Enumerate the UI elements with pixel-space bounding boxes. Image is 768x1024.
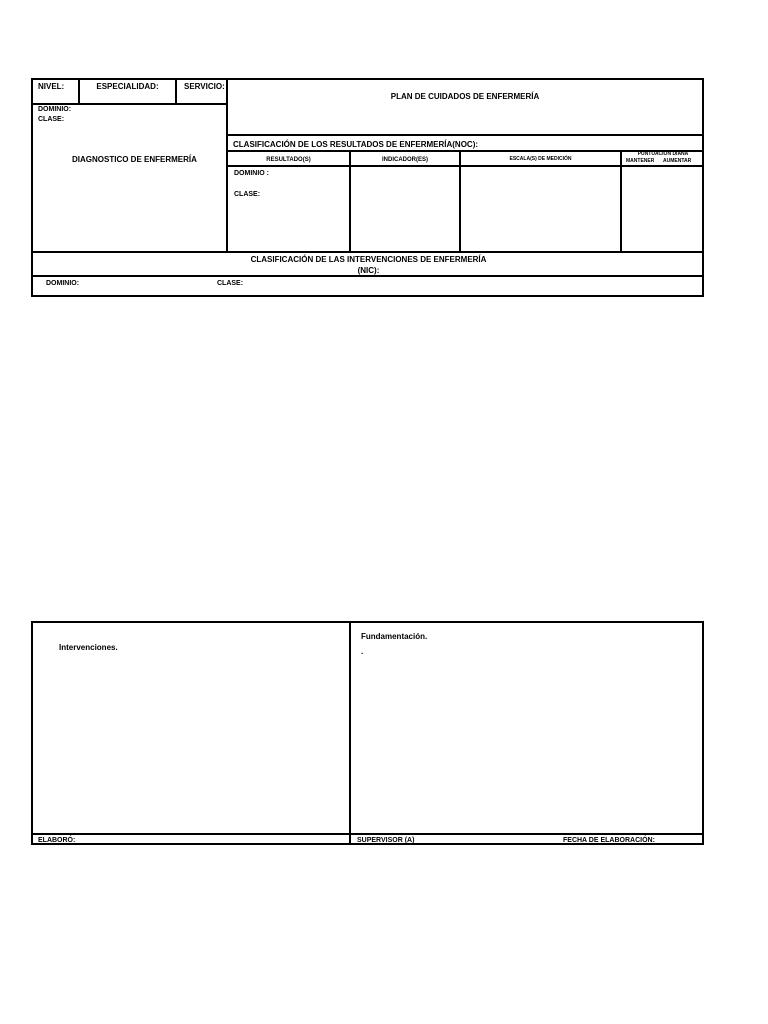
dominio-label: DOMINIO: <box>38 106 72 113</box>
noc-title: CLASIFICACIÓN DE LOS RESULTADOS DE ENFERMERÍA(NOC): <box>233 140 479 149</box>
nic-title-line1: CLASIFICACIÓN DE LAS INTERVENCIONES DE ENFERMERÍA <box>250 255 487 264</box>
nic-title-line2: (NIC): <box>357 266 380 275</box>
especialidad-cell <box>80 80 177 105</box>
noc-clase-label: CLASE: <box>234 191 261 198</box>
care-plan-form-bottom <box>31 621 704 845</box>
nivel-cell <box>33 80 80 105</box>
signature-row <box>33 833 704 845</box>
fundamentacion-label: Fundamentación. <box>361 632 428 641</box>
care-plan-form-top <box>31 78 704 297</box>
resultado-header: RESULTADO(S) <box>266 157 311 163</box>
noc-dominio-label: DOMINIO : <box>234 170 269 177</box>
fecha-elaboracion-label: FECHA DE ELABORACIÓN: <box>563 837 655 844</box>
mantener-header: MANTENER <box>626 158 655 164</box>
indicador-header: INDICADOR(ES) <box>382 157 428 163</box>
nic-clase-label: CLASE: <box>217 280 244 287</box>
diagnostico-label: DIAGNOSTICO DE ENFERMERÍA <box>72 155 197 164</box>
bottom-column-divider <box>349 623 351 845</box>
servicio-cell <box>177 80 227 105</box>
clase-label: CLASE: <box>38 116 65 123</box>
puntuacion-header: PUNTUACIÓN DIANA <box>637 151 689 157</box>
especialidad-label: ESPECIALIDAD: <box>96 82 159 91</box>
supervisor-label: SUPERVISOR (A) <box>357 837 415 844</box>
intervenciones-label: Intervenciones. <box>59 643 118 652</box>
nic-title-row <box>33 251 704 276</box>
servicio-label: SERVICIO: <box>184 82 225 91</box>
noc-title-row <box>228 134 704 151</box>
noc-col-divider-2 <box>459 151 461 251</box>
page-title: PLAN DE CUIDADOS DE ENFERMERÍA <box>390 92 540 101</box>
elaboro-label: ELABORÓ: <box>38 837 76 844</box>
noc-col-divider-3 <box>620 151 622 251</box>
aumentar-header: AUMENTAR <box>663 158 692 164</box>
escala-header: ESCALA(S) DE MEDICIÓN <box>509 156 572 162</box>
fundamentacion-dot: . <box>361 647 364 656</box>
noc-col-divider-1 <box>349 151 351 251</box>
nic-domain-row <box>33 275 704 297</box>
nic-dominio-label: DOMINIO: <box>46 280 80 287</box>
nivel-label: NIVEL: <box>38 82 65 91</box>
